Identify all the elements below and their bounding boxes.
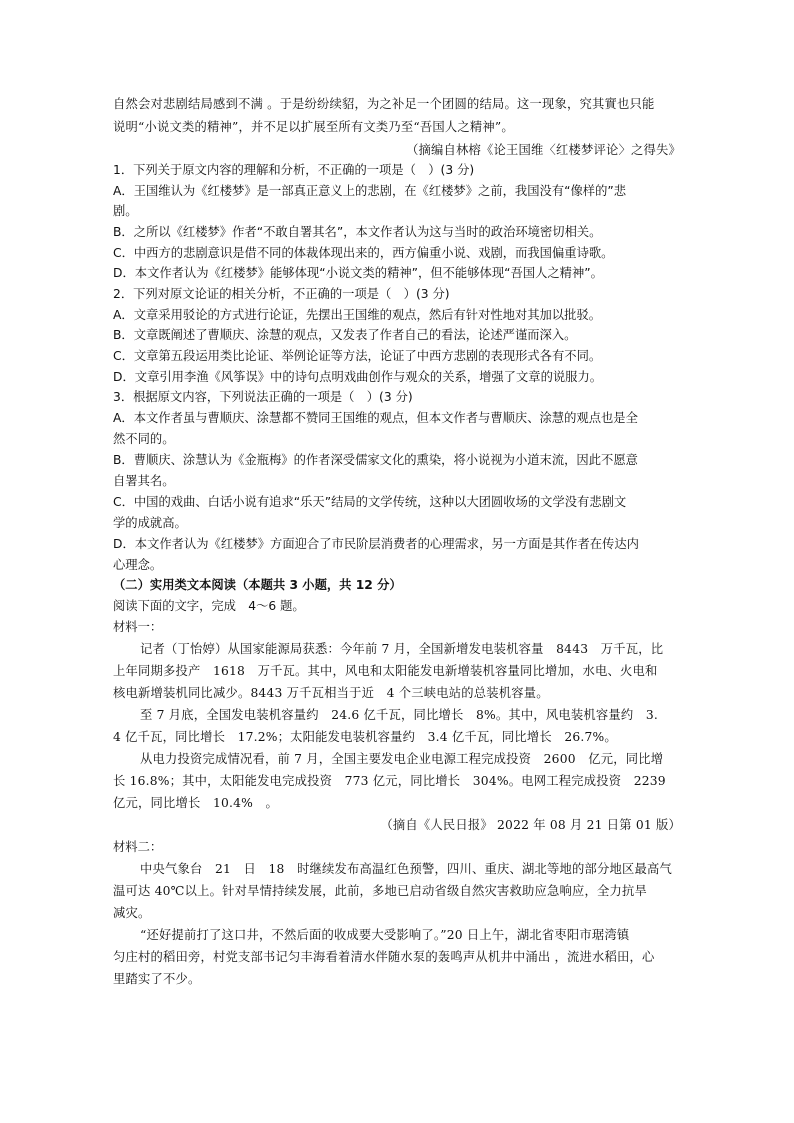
material-1-line-8: 亿元，同比增长 10.4% 。 <box>113 796 279 810</box>
section-2-heading: （二）实用类文本阅读（本题共 3 小题，共 12 分） <box>113 578 402 592</box>
question-1-stem: 1．下列关于原文内容的理解和分析，不正确的一项是（ ）(3 分) <box>113 163 475 177</box>
question-3-option-b-line-2: 自署其名。 <box>113 474 175 488</box>
passage-source: （摘编自林榕《论王国维〈红楼梦评论〉之得失》 <box>406 143 681 157</box>
question-2-option-c: C．文章第五段运用类比论证、举例论证等方法，论证了中西方悲剧的表现形式各有不同。 <box>113 349 602 363</box>
material-2-line-5: 匀庄村的稻田旁，村党支部书记匀丰海看着清水伴随水泵的轰鸣声从机井中涌出 ，流进水稻田，心 <box>113 950 655 964</box>
material-2-line-1: 中央气象台 21 日 18 时继续发布高温红色预警，四川、重庆、湖北等地的部分地区最高气 <box>140 862 672 876</box>
section-2-instruction: 阅读下面的文字，完成 4～6 题。 <box>113 599 305 613</box>
question-3-option-a-line-2: 然不同的。 <box>113 432 175 446</box>
question-1-option-a-line-2: 剧。 <box>113 204 138 218</box>
material-2-line-4: “还好提前打了这口井，不然后面的收成要大受影响了。”20 日上午，湖北省枣阳市琚湾镇 <box>140 928 630 942</box>
question-3-option-d-line-2: 心理念。 <box>113 558 163 572</box>
question-1-option-c: C．中西方的悲剧意识是借不同的体裁体现出来的，西方偏重小说、戏剧，而我国偏重诗歌。 <box>113 246 614 260</box>
question-3-option-c-line-1: C．中国的戏曲、白话小说有追求“乐天”结局的文学传统，这种以大团圆收场的文学没有悲剧文 <box>113 495 627 509</box>
question-3-option-d-line-1: D．本文作者认为《红楼梦》方面迎合了市民阶层消费者的心理需求，另一方面是其作者在传达内 <box>113 537 639 551</box>
material-1-line-1: 记者（丁怡婷）从国家能源局获悉：今年前 7 月，全国新增发电装机容量 8443 万千瓦，比 <box>140 642 664 656</box>
material-2-line-6: 里踏实了不少。 <box>113 972 201 986</box>
material-1-source: （摘自《人民日报》 2022 年 08 月 21 日第 01 版） <box>380 818 681 832</box>
material-2-label: 材料二： <box>113 840 163 854</box>
material-1-line-5: 4 亿千瓦，同比增长 17.2%；太阳能发电装机容量约 3.4 亿千瓦，同比增长 26.7%。 <box>113 730 617 744</box>
question-3-option-b-line-1: B．曹顺庆、涂慧认为《金瓶梅》的作者深受儒家文化的熏染，将小说视为小道末流，因此不愿意 <box>113 453 638 467</box>
question-3-stem: 3．根据原文内容，下列说法正确的一项是（ ）(3 分) <box>113 390 413 404</box>
question-3-option-c-line-2: 学的成就高。 <box>113 516 187 530</box>
material-2-line-3: 减灾。 <box>113 906 151 920</box>
passage-end-line-1: 自然会对悲剧结局感到不满 。于是纷纷续貂，为之补足一个团圆的结局。这一现象，究其實也只能 <box>113 97 655 111</box>
question-2-option-a: A．文章采用驳论的方式进行论证，先摆出王国维的观点，然后有针对性地对其加以批驳。 <box>113 308 601 322</box>
question-1-option-d: D．本文作者认为《红楼梦》能够体现“小说文类的精神”，但不能够体现“吾国人之精神”。 <box>113 266 603 280</box>
question-2-option-d: D．文章引用李渔《风筝误》中的诗句点明戏曲创作与观众的关系，增强了文章的说服力。 <box>113 370 603 384</box>
material-1-line-7: 长 16.8%；其中，太阳能发电完成投资 773 亿元，同比增长 304%。电网工程完成投资 2239 <box>113 774 666 788</box>
material-1-line-2: 上年同期多投产 1618 万千瓦。其中，风电和太阳能发电新增装机容量同比增加，水电、火电和 <box>113 664 658 678</box>
material-1-line-4: 至 7 月底，全国发电装机容量约 24.6 亿千瓦，同比增长 8%。其中，风电装机容量约 3. <box>140 708 658 722</box>
material-2-line-2: 温可达 40℃以上。针对旱情持续发展，此前，多地已启动省级自然灾害救助应急响应，全力抗旱 <box>113 884 647 898</box>
question-3-option-a-line-1: A．本文作者虽与曹顺庆、涂慧都不赞同王国维的观点，但本文作者与曹顺庆、涂慧的观点也是全 <box>113 411 638 425</box>
material-1-line-6: 从电力投资完成情况看，前 7 月，全国主要发电企业电源工程完成投资 2600 亿元，同比增 <box>140 752 664 766</box>
material-1-line-3: 核电新增装机同比减少。8443 万千瓦相当于近 4 个三峡电站的总装机容量。 <box>113 686 549 700</box>
material-1-label: 材料一： <box>113 620 163 634</box>
question-1-option-b: B．之所以《红楼梦》作者“不敢自署其名”，本文作者认为这与当时的政治环境密切相关。 <box>113 225 602 239</box>
passage-end-line-2: 说明“小说文类的精神”，并不足以扩展至所有文类乃至“吾国人之精神”。 <box>113 120 514 134</box>
question-1-option-a-line-1: A．王国维认为《红楼梦》是一部真正意义上的悲剧，在《红楼梦》之前，我国没有“像样的”悲 <box>113 184 627 198</box>
question-2-stem: 2．下列对原文论证的相关分析，不正确的一项是（ ）(3 分) <box>113 287 450 301</box>
question-2-option-b: B．文章既阐述了曹顺庆、涂慧的观点，又发表了作者自己的看法，论述严谨而深入。 <box>113 328 577 342</box>
